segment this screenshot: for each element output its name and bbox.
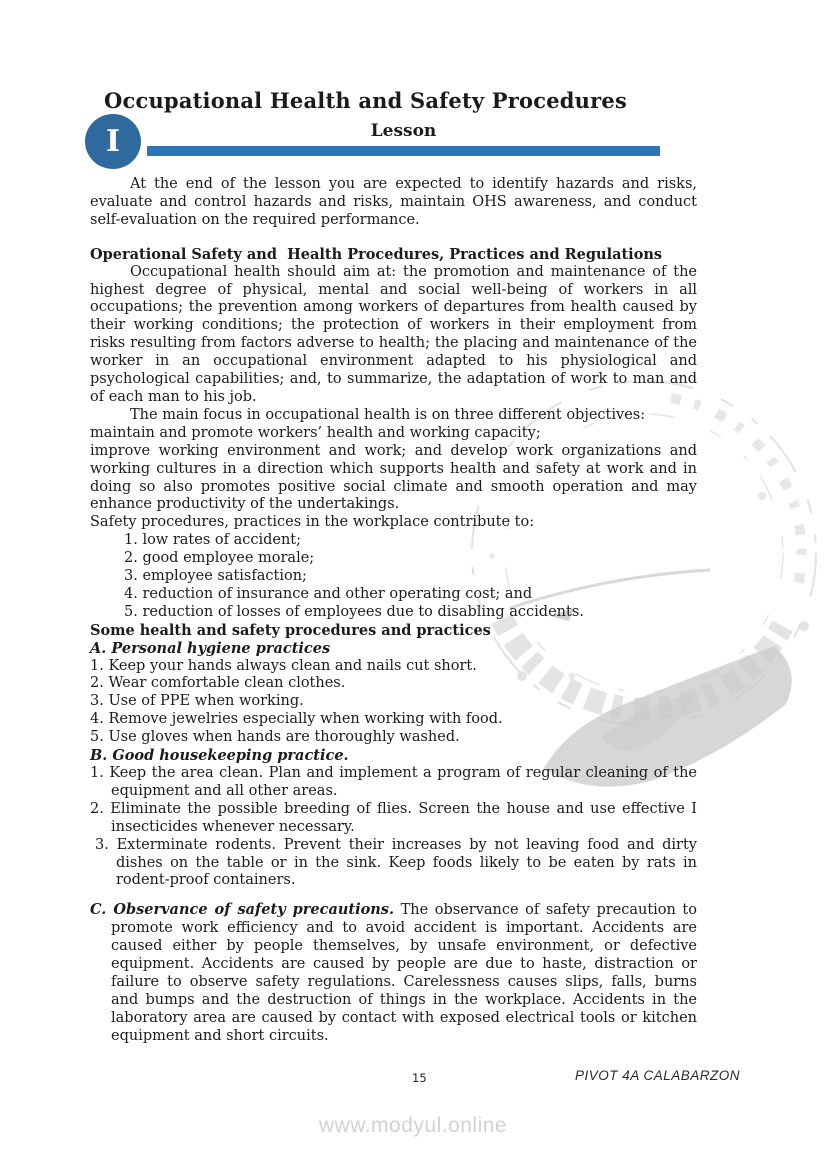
lesson-label: Lesson	[370, 121, 437, 141]
section-heading-procedures: Some health and safety procedures and practices	[90, 621, 491, 639]
subsection-c-text: The observance of safety precaution to promote work efficiency and to avoid accident is important. Accidents are caused either by people themselves, by unsafe environment, or defective equipment. Accidents are caused by people are due to haste, distraction or failure to observe safety regulations. Carelessness causes slips, falls, burns and bumps and the destruction of things in the workplace. Accidents in the laboratory area are caused by contact with exposed electrical tools or kitchen equipment and short circuits.	[111, 902, 697, 1044]
operational-paragraph-1: Occupational health should aim at: the promotion and maintenance of the highest degree of physical, mental and social well-being of workers in all occupations; the prevention among workers of departures from health caused by their working conditions; the protection of workers in their employment from risks resulting from factors adverse to health; the placing and maintenance of the worker in an occupational environment adapted to his physiological and psychological capabilities; and, to summarize, the adaptation of work to man and of each man to his job.	[90, 263, 697, 405]
housekeeping-list	[90, 765, 697, 890]
list-item: 3. Exterminate rodents. Prevent their increases by not leaving food and dirty dishes on the table or in the sink. Keep foods likely to be eaten by rats in rodent-proof containers.	[95, 836, 697, 889]
lesson-divider-bar	[147, 146, 660, 156]
list-item: 4. reduction of insurance and other operating cost; and	[124, 585, 533, 602]
page-number: 15	[412, 1071, 427, 1085]
footer-brand: PIVOT 4A CALABARZON	[574, 1068, 740, 1083]
subsection-b-heading: B. Good housekeeping practice.	[90, 747, 349, 765]
lesson-header	[90, 118, 697, 169]
list-item: 4. Remove jewelries especially when working with food.	[90, 711, 503, 728]
subsection-a-heading: A. Personal hygiene practices	[90, 639, 331, 657]
contribute-intro-line: Safety procedures, practices in the workplace contribute to:	[90, 514, 535, 531]
operational-maintain-line: maintain and promote workers’ health and working capacity;	[90, 424, 541, 441]
list-item: 1. Keep the area clean. Plan and implement a program of regular cleaning of the equipment and all other areas.	[90, 765, 697, 799]
list-item: 3. Use of PPE when working.	[90, 693, 304, 710]
list-item: 2. Eliminate the possible breeding of flies. Screen the house and use effective I insecticides whenever necessary.	[90, 800, 697, 835]
list-item: 5. reduction of losses of employees due to disabling accidents.	[124, 603, 584, 620]
page-title: Occupational Health and Safety Procedures	[104, 88, 627, 113]
lesson-heading-group	[147, 118, 660, 156]
operational-paragraph-3: improve working environment and work; and develop work organizations and working cultures in a direction which supports health and safety at work and in doing so also promotes positive social climate and smooth operation and may enhance productivity of the undertakings.	[90, 442, 697, 513]
lesson-number: I	[105, 123, 121, 159]
spacer	[90, 230, 697, 246]
list-item: 2. Wear comfortable clean clothes.	[90, 675, 346, 692]
spacer	[90, 890, 697, 901]
operational-focus-line: The main focus in occupational health is on three different objectives:	[130, 406, 646, 423]
list-item: 3. employee satisfaction;	[124, 568, 307, 585]
subsection-c-paragraph	[90, 901, 697, 1045]
contribute-list	[90, 532, 697, 622]
subsection-c-heading: C. Observance of safety precautions.	[90, 901, 395, 919]
list-item: 2. good employee morale;	[124, 550, 315, 567]
hygiene-list	[90, 658, 697, 748]
list-item: 5. Use gloves when hands are thoroughly washed.	[90, 729, 460, 746]
list-item: 1. Keep your hands always clean and nails cut short.	[90, 657, 477, 674]
list-item: 1. low rates of accident;	[124, 532, 302, 549]
intro-paragraph: At the end of the lesson you are expected to identify hazards and risks, evaluate and control hazards and risks, maintain OHS awareness, and conduct self-evaluation on the required performance.	[90, 176, 697, 228]
lesson-roman-numeral-badge-icon	[85, 114, 141, 169]
site-watermark: www.modyul.online	[318, 1114, 508, 1137]
section-heading-operational: Operational Safety and Health Procedures, Practices and Regulations	[90, 245, 663, 263]
